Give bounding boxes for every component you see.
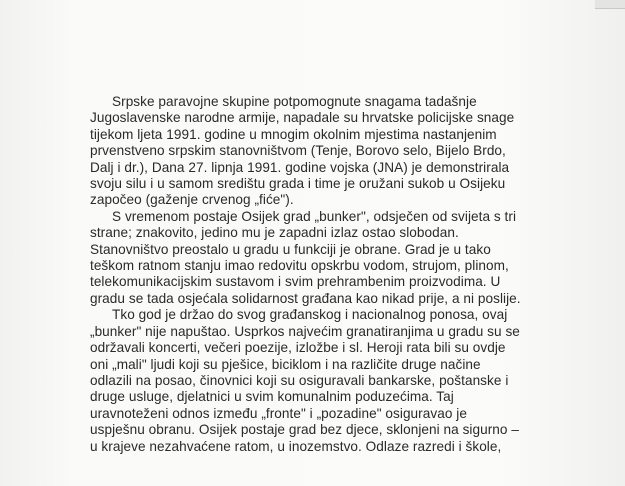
text-line: u krajeve nezahvaćene ratom, u inozemstvo. Odlaze razredi i škole, xyxy=(90,438,502,454)
text-line: gradu se tada osjećala solidarnost građana kao nikad prije, a ni poslije. xyxy=(90,290,521,306)
paragraph-1 xyxy=(90,94,542,209)
text-line: svoju silu i u samom središtu grada i time je oružani sukob u Osijeku xyxy=(90,176,506,192)
paragraph-3 xyxy=(90,242,542,308)
text-line: održavali koncerti, večeri poezije, izložbe i sl. Heroji rata bili su ovdje xyxy=(90,340,506,356)
text-line: Stanovništvo preostalo u gradu u funkciji je obrane. Grad je u tako xyxy=(90,241,491,257)
text-line: odlazili na posao, činovnici koji su osiguravali bankarske, poštanske i xyxy=(90,372,509,388)
text-line: tijekom ljeta 1991. godine u mnogim okolnim mjestima nastanjenim xyxy=(90,126,497,142)
text-line: Srpske paravojne skupine potpomognute snagama tadašnje xyxy=(112,94,477,109)
text-line: oni „mali" ljudi koji su pješice, biciklom i na različite druge načine xyxy=(90,356,481,372)
text-line: teškom ratnom stanju imao redovitu opskrbu vodom, strujom, plinom, xyxy=(90,258,509,274)
text-line: Dalj i dr.), Dana 27. lipnja 1991. godine vojska (JNA) je demonstrirala xyxy=(90,159,510,175)
text-line: Jugoslavenske narodne armije, napadale su hrvatske policijske snage xyxy=(90,110,515,126)
text-line: prvenstveno srpskim stanovništvom (Tenje, Borovo selo, Bijelo Brdo, xyxy=(90,143,506,159)
paragraph-2 xyxy=(90,209,542,242)
text-line: uravnoteženi odnos između „fronte" i „pozadine" osiguravao je xyxy=(90,405,467,421)
paragraph-4 xyxy=(90,307,542,455)
text-line: druge usluge, djelatnici u svim komunalnim poduzećima. Taj xyxy=(90,389,454,405)
text-line: strane; znakovito, jedino mu je zapadni izlaz ostao slobodan. xyxy=(90,225,459,241)
text-line: uspješnu obranu. Osijek postaje grad bez djece, sklonjeni na sigurno – xyxy=(90,422,519,438)
text-line: Tko god je držao do svog građanskog i nacionalnog ponosa, ovaj xyxy=(112,307,508,323)
text-line: S vremenom postaje Osijek grad „bunker", odsječen od svijeta s tri xyxy=(112,208,517,224)
text-line: telekomunikacijskim sustavom i svim prehrambenim proizvodima. U xyxy=(90,274,501,290)
page-corner-tab xyxy=(595,0,625,9)
document-body xyxy=(90,94,542,455)
text-line: započeo (gaženje crvenog „fiće"). xyxy=(90,192,294,208)
text-line: „bunker" nije napuštao. Usprkos najvećim granatiranjima u gradu su se xyxy=(90,323,520,339)
